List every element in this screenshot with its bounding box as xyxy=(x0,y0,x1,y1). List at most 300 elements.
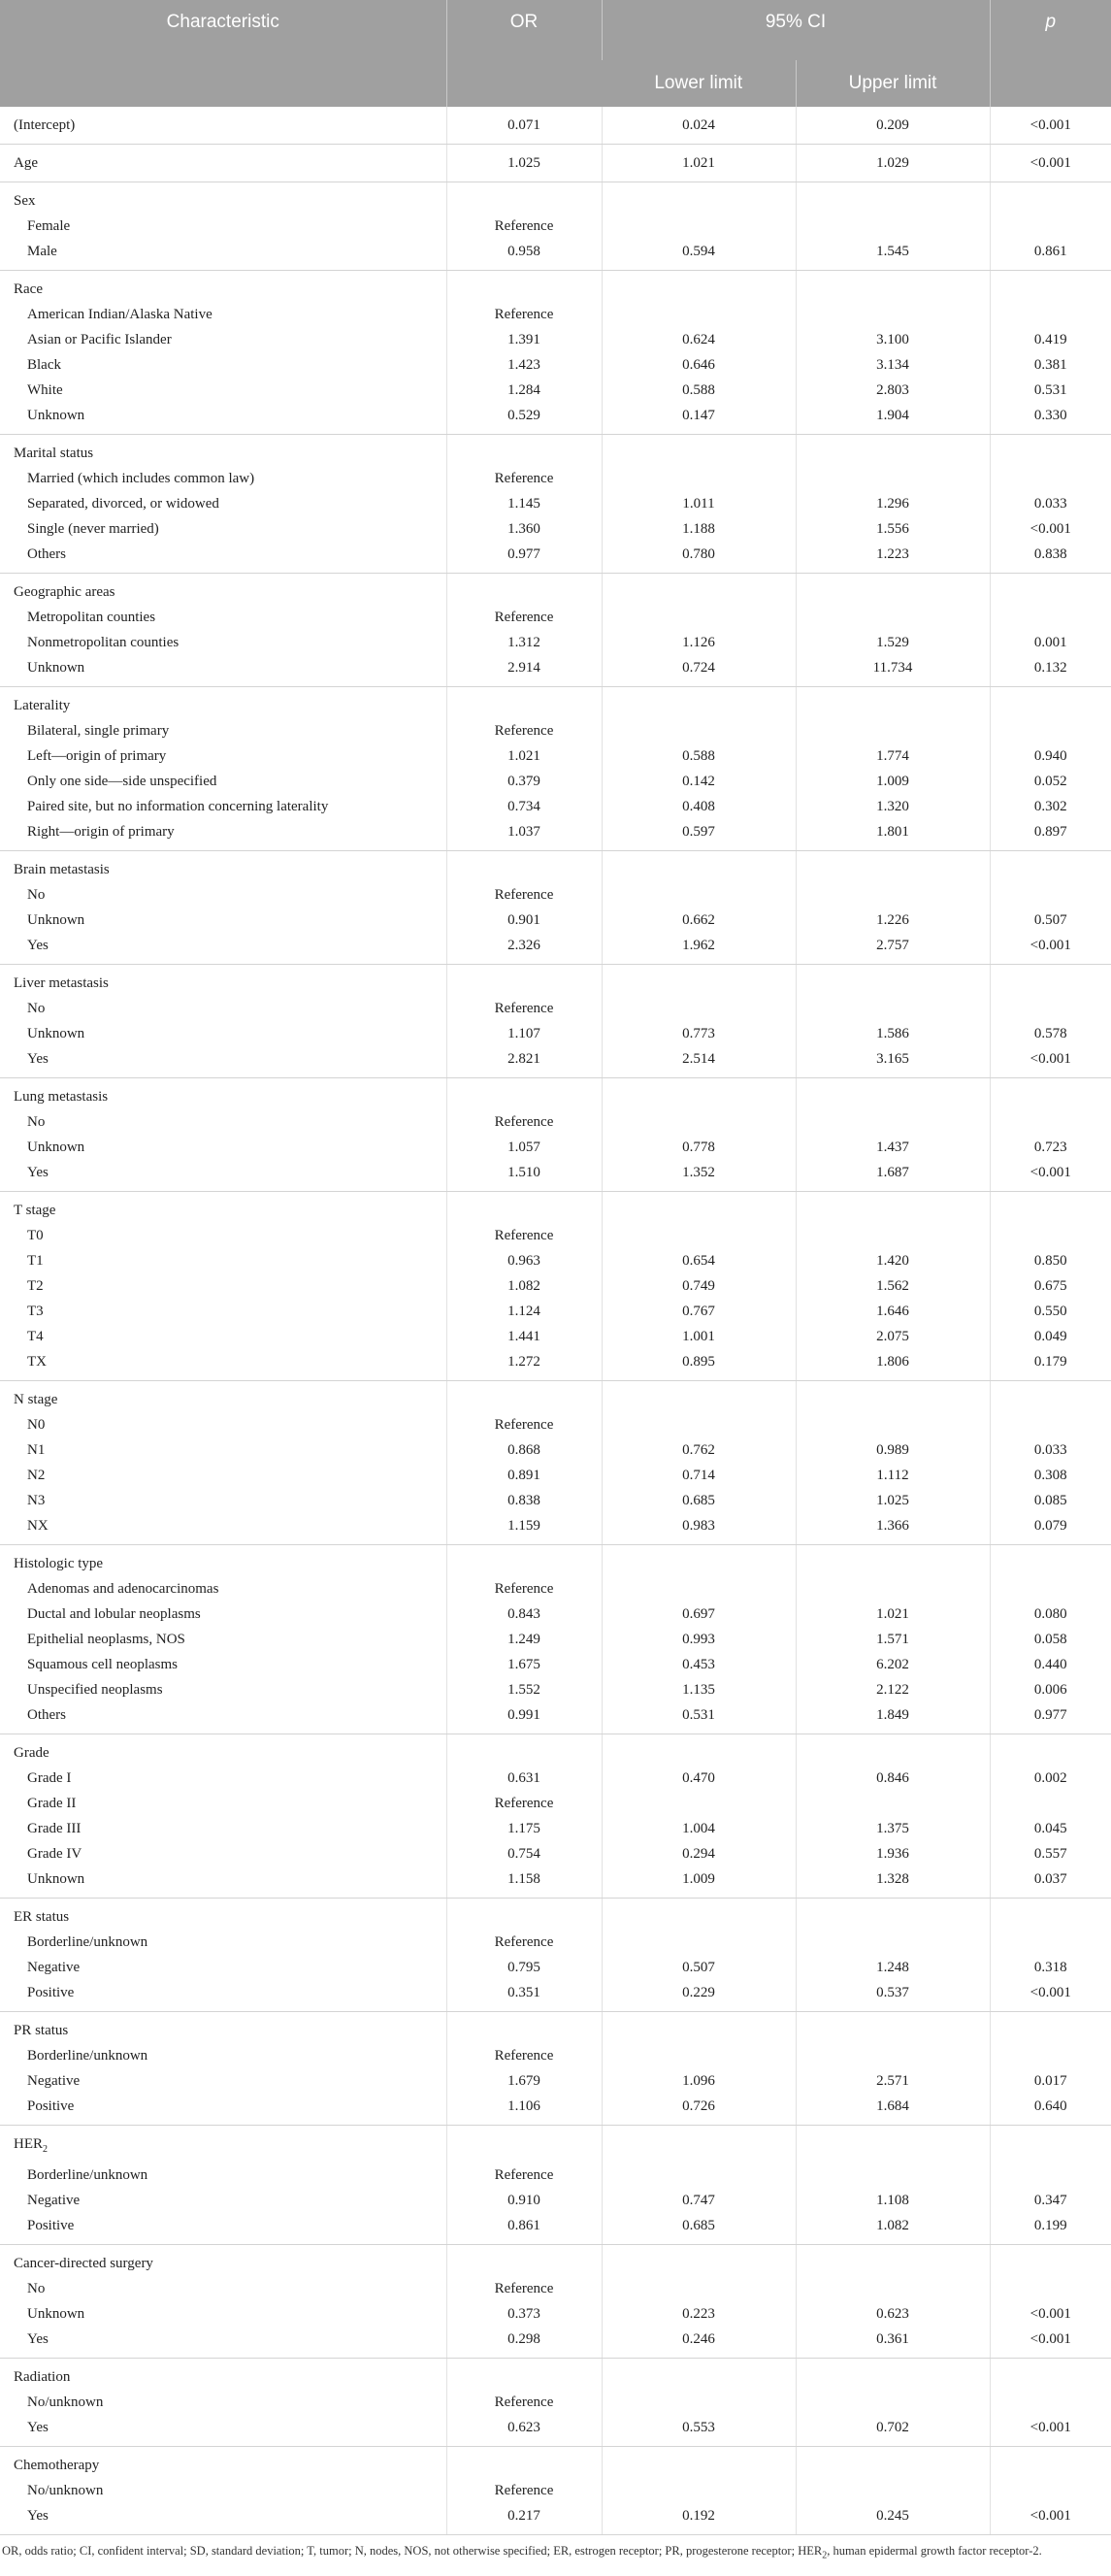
p-value: 0.381 xyxy=(990,352,1111,378)
p-value: 0.079 xyxy=(990,1513,1111,1545)
ci-upper-value: 0.361 xyxy=(796,2327,990,2359)
table-row xyxy=(0,1791,1111,1816)
p-value: 0.302 xyxy=(990,794,1111,819)
ci-lower-value: 1.126 xyxy=(602,630,796,655)
ci-lower-value: 0.685 xyxy=(602,1488,796,1513)
ci-lower-value: 1.188 xyxy=(602,516,796,542)
table-row xyxy=(0,327,1111,352)
row-label: Grade IV xyxy=(27,1846,82,1862)
p-value: 0.006 xyxy=(990,1677,1111,1702)
empty-cell xyxy=(796,2447,990,2479)
p-value: 0.640 xyxy=(990,2094,1111,2126)
ci-upper-value xyxy=(796,1109,990,1135)
or-value: 1.145 xyxy=(446,491,602,516)
row-label: Positive xyxy=(0,2213,446,2245)
row-label: N3 xyxy=(27,1493,46,1508)
ci-lower-value xyxy=(602,466,796,491)
ci-lower-value: 0.662 xyxy=(602,908,796,933)
group-header-row xyxy=(0,1734,1111,1767)
empty-cell xyxy=(602,2245,796,2277)
row-label: Paired site, but no information concerning laterality xyxy=(27,799,329,814)
row-label: TX xyxy=(0,1349,446,1381)
or-value: 1.249 xyxy=(446,1627,602,1652)
table-row xyxy=(0,1841,1111,1866)
row-label: Only one side—side unspecified xyxy=(27,774,217,789)
table-row xyxy=(0,2213,1111,2245)
header-or: OR xyxy=(446,0,602,107)
empty-cell xyxy=(990,2126,1111,2163)
empty-cell xyxy=(990,435,1111,467)
or-value: 0.963 xyxy=(446,1248,602,1273)
table-row xyxy=(0,1602,1111,1627)
ci-lower-value: 0.147 xyxy=(602,403,796,435)
ci-upper-value: 1.801 xyxy=(796,819,990,851)
ci-upper-value: 1.009 xyxy=(796,769,990,794)
row-label: T3 xyxy=(27,1304,44,1319)
p-value: 0.199 xyxy=(990,2213,1111,2245)
ci-upper-value xyxy=(796,1930,990,1955)
row-label: No xyxy=(27,2281,46,2296)
ci-lower-value: 1.011 xyxy=(602,491,796,516)
table-row xyxy=(0,1702,1111,1734)
p-value: 0.440 xyxy=(990,1652,1111,1677)
or-value: Reference xyxy=(446,882,602,908)
table-row xyxy=(0,302,1111,327)
empty-cell xyxy=(446,687,602,719)
row-label: Left—origin of primary xyxy=(27,748,167,764)
ci-lower-value: 1.352 xyxy=(602,1160,796,1192)
ci-upper-value: 1.806 xyxy=(796,1349,990,1381)
row-label: Unknown xyxy=(27,1026,85,1041)
ci-lower-value: 0.747 xyxy=(602,2188,796,2213)
empty-cell xyxy=(990,2245,1111,2277)
empty-cell xyxy=(990,1078,1111,1110)
table-row xyxy=(0,2188,1111,2213)
or-value: 1.037 xyxy=(446,819,602,851)
row-label: No xyxy=(27,1001,46,1016)
table-row xyxy=(0,2327,1111,2359)
ci-upper-value: 1.562 xyxy=(796,1273,990,1299)
ci-upper-value xyxy=(796,1576,990,1602)
or-value: 0.795 xyxy=(446,1955,602,1980)
p-value: <0.001 xyxy=(990,2327,1111,2359)
ci-lower-value: 1.004 xyxy=(602,1816,796,1841)
table-row xyxy=(0,2478,1111,2503)
table-row xyxy=(0,1463,1111,1488)
header-ci: 95% CI xyxy=(602,0,990,60)
group-title-text: HER xyxy=(14,2136,43,2152)
table-row xyxy=(0,239,1111,271)
table-row xyxy=(0,605,1111,630)
empty-cell xyxy=(602,965,796,997)
ci-lower-value xyxy=(602,214,796,239)
p-value xyxy=(990,2478,1111,2503)
empty-cell xyxy=(796,2012,990,2044)
group-title xyxy=(0,2126,446,2163)
ci-upper-value xyxy=(796,1223,990,1248)
p-value xyxy=(990,996,1111,1021)
empty-cell xyxy=(446,2359,602,2391)
row-label: T1 xyxy=(27,1253,44,1269)
group-header-row xyxy=(0,1545,1111,1577)
or-value: 0.623 xyxy=(446,2415,602,2447)
ci-lower-value: 1.001 xyxy=(602,1324,796,1349)
ci-lower-value: 1.962 xyxy=(602,933,796,965)
or-value: 0.754 xyxy=(446,1841,602,1866)
empty-cell xyxy=(446,435,602,467)
or-value: 1.510 xyxy=(446,1160,602,1192)
or-value: 1.082 xyxy=(446,1273,602,1299)
empty-cell xyxy=(796,1078,990,1110)
ci-lower-value xyxy=(602,1930,796,1955)
ci-upper-value: 1.684 xyxy=(796,2094,990,2126)
ci-lower-value: 0.654 xyxy=(602,1248,796,1273)
table-row xyxy=(0,882,1111,908)
ci-upper-value: 1.571 xyxy=(796,1627,990,1652)
ci-lower-value: 0.762 xyxy=(602,1437,796,1463)
ci-lower-value xyxy=(602,996,796,1021)
empty-cell xyxy=(796,965,990,997)
row-label: Squamous cell neoplasms xyxy=(27,1657,178,1672)
table-row xyxy=(0,1412,1111,1437)
footnote-subscript: 2 xyxy=(822,2550,828,2561)
ci-upper-value xyxy=(796,214,990,239)
ci-upper-value: 1.082 xyxy=(796,2213,990,2245)
row-label: Grade III xyxy=(27,1821,82,1836)
p-value: <0.001 xyxy=(990,145,1111,182)
or-value: 1.272 xyxy=(446,1349,602,1381)
ci-lower-value: 0.588 xyxy=(602,743,796,769)
ci-upper-value xyxy=(796,302,990,327)
p-value: 0.033 xyxy=(990,491,1111,516)
or-value: 1.106 xyxy=(446,2094,602,2126)
row-label: Asian or Pacific Islander xyxy=(27,332,172,347)
empty-cell xyxy=(602,2447,796,2479)
table-row xyxy=(0,1488,1111,1513)
group-title: ER status xyxy=(14,1909,70,1925)
row-label: No/unknown xyxy=(27,2394,104,2410)
or-value: 0.351 xyxy=(446,1980,602,2012)
group-header-row xyxy=(0,182,1111,215)
p-value: 0.308 xyxy=(990,1463,1111,1488)
or-value: 1.124 xyxy=(446,1299,602,1324)
table-row xyxy=(0,1021,1111,1046)
ci-upper-value: 1.904 xyxy=(796,403,990,435)
p-value: 0.179 xyxy=(990,1349,1111,1381)
ci-upper-value: 2.803 xyxy=(796,378,990,403)
p-value xyxy=(990,466,1111,491)
ci-upper-value: 0.537 xyxy=(796,1980,990,2012)
or-value: Reference xyxy=(446,466,602,491)
empty-cell xyxy=(602,435,796,467)
row-label: Borderline/unknown xyxy=(27,2167,148,2183)
p-value: 0.017 xyxy=(990,2068,1111,2094)
ci-upper-value xyxy=(796,882,990,908)
table-row xyxy=(0,655,1111,687)
or-value: 0.843 xyxy=(446,1602,602,1627)
or-value: 0.991 xyxy=(446,1702,602,1734)
or-value: 1.423 xyxy=(446,352,602,378)
group-title: Histologic type xyxy=(14,1556,104,1571)
table-row xyxy=(0,1046,1111,1078)
ci-lower-value xyxy=(602,718,796,743)
or-value: Reference xyxy=(446,1576,602,1602)
row-label: Male xyxy=(0,239,446,271)
row-label: Yes xyxy=(0,933,446,965)
ci-upper-value xyxy=(796,996,990,1021)
ci-lower-value: 0.024 xyxy=(602,107,796,145)
empty-cell xyxy=(796,1545,990,1577)
p-value xyxy=(990,302,1111,327)
empty-cell xyxy=(990,687,1111,719)
row-label: N0 xyxy=(27,1417,46,1433)
or-value: Reference xyxy=(446,302,602,327)
empty-cell xyxy=(602,1192,796,1224)
group-header-row xyxy=(0,1192,1111,1224)
ci-lower-value xyxy=(602,605,796,630)
group-header-row xyxy=(0,1078,1111,1110)
empty-cell xyxy=(446,1192,602,1224)
empty-cell xyxy=(602,1899,796,1931)
empty-cell xyxy=(796,182,990,215)
empty-cell xyxy=(602,1078,796,1110)
ci-upper-value xyxy=(796,2478,990,2503)
or-value: Reference xyxy=(446,1109,602,1135)
group-header-row xyxy=(0,1899,1111,1931)
table-row xyxy=(0,908,1111,933)
table-row xyxy=(0,2503,1111,2535)
ci-upper-value: 1.025 xyxy=(796,1488,990,1513)
ci-lower-value: 0.453 xyxy=(602,1652,796,1677)
empty-cell xyxy=(990,2359,1111,2391)
empty-cell xyxy=(796,1734,990,1767)
group-header-row xyxy=(0,2126,1111,2163)
p-value xyxy=(990,882,1111,908)
ci-upper-value: 3.165 xyxy=(796,1046,990,1078)
or-value: 0.529 xyxy=(446,403,602,435)
ci-upper-value: 1.774 xyxy=(796,743,990,769)
p-value xyxy=(990,2390,1111,2415)
empty-cell xyxy=(990,851,1111,883)
p-value: 0.419 xyxy=(990,327,1111,352)
table-row xyxy=(0,996,1111,1021)
empty-cell xyxy=(990,965,1111,997)
table-row xyxy=(0,1324,1111,1349)
table-row xyxy=(0,1223,1111,1248)
table-row xyxy=(0,1816,1111,1841)
group-title: Laterality xyxy=(14,698,71,713)
table-row xyxy=(0,1299,1111,1324)
ci-upper-value: 2.075 xyxy=(796,1324,990,1349)
or-value: Reference xyxy=(446,605,602,630)
group-title: Grade xyxy=(14,1745,49,1761)
row-label: Others xyxy=(0,542,446,574)
row-label: Unknown xyxy=(0,1866,446,1899)
p-value: 0.838 xyxy=(990,542,1111,574)
row-label: Negative xyxy=(27,2073,81,2089)
p-value: 0.531 xyxy=(990,378,1111,403)
empty-cell xyxy=(796,851,990,883)
footnote-text: OR, odds ratio; CI, confident interval; SD, standard deviation; T, tumor; N, nodes, NOS, not otherwise specified; ER, estrogen receptor; PR, progesterone receptor; HER xyxy=(2,2544,823,2558)
or-value: 1.107 xyxy=(446,1021,602,1046)
ci-upper-value xyxy=(796,1791,990,1816)
empty-cell xyxy=(446,1545,602,1577)
ci-lower-value: 0.724 xyxy=(602,655,796,687)
table-row xyxy=(0,542,1111,574)
p-value: <0.001 xyxy=(990,1046,1111,1078)
or-value: Reference xyxy=(446,1223,602,1248)
empty-cell xyxy=(602,1734,796,1767)
empty-cell xyxy=(796,1381,990,1413)
group-title: T stage xyxy=(14,1203,56,1218)
group-header-row xyxy=(0,687,1111,719)
p-value: <0.001 xyxy=(990,2415,1111,2447)
ci-upper-value: 1.420 xyxy=(796,1248,990,1273)
empty-cell xyxy=(446,2447,602,2479)
row-label: Bilateral, single primary xyxy=(27,723,170,739)
table-row xyxy=(0,1273,1111,1299)
ci-lower-value xyxy=(602,1791,796,1816)
p-value: 0.318 xyxy=(990,1955,1111,1980)
ci-upper-value: 1.226 xyxy=(796,908,990,933)
row-label: White xyxy=(27,382,63,398)
p-value: 0.550 xyxy=(990,1299,1111,1324)
group-title: Race xyxy=(14,281,43,297)
ci-lower-value: 0.983 xyxy=(602,1513,796,1545)
p-value: 0.058 xyxy=(990,1627,1111,1652)
or-value: 1.159 xyxy=(446,1513,602,1545)
row-label: Separated, divorced, or widowed xyxy=(27,496,219,512)
p-value: 0.578 xyxy=(990,1021,1111,1046)
table-row xyxy=(0,352,1111,378)
ci-upper-value: 1.936 xyxy=(796,1841,990,1866)
empty-cell xyxy=(602,182,796,215)
table-row xyxy=(0,1135,1111,1160)
p-value: 0.085 xyxy=(990,1488,1111,1513)
empty-cell xyxy=(602,271,796,303)
table-row xyxy=(0,1652,1111,1677)
ci-upper-value: 1.248 xyxy=(796,1955,990,1980)
or-value: 2.326 xyxy=(446,933,602,965)
ci-upper-value: 1.437 xyxy=(796,1135,990,1160)
ci-lower-value: 0.470 xyxy=(602,1766,796,1791)
empty-cell xyxy=(796,574,990,606)
group-header-row xyxy=(0,2447,1111,2479)
ci-upper-value: 1.529 xyxy=(796,630,990,655)
ci-lower-value xyxy=(602,302,796,327)
ci-lower-value: 0.749 xyxy=(602,1273,796,1299)
table-row xyxy=(0,403,1111,435)
ci-upper-value: 3.134 xyxy=(796,352,990,378)
empty-cell xyxy=(990,1734,1111,1767)
empty-cell xyxy=(990,1381,1111,1413)
ci-lower-value: 0.895 xyxy=(602,1349,796,1381)
table-row xyxy=(0,2068,1111,2094)
empty-cell xyxy=(446,574,602,606)
empty-cell xyxy=(446,2245,602,2277)
row-label: Ductal and lobular neoplasms xyxy=(27,1606,201,1622)
empty-cell xyxy=(446,2126,602,2163)
p-value: <0.001 xyxy=(990,2301,1111,2327)
ci-upper-value: 1.108 xyxy=(796,2188,990,2213)
ci-lower-value: 0.697 xyxy=(602,1602,796,1627)
or-value: 1.441 xyxy=(446,1324,602,1349)
empty-cell xyxy=(990,1899,1111,1931)
or-value: 1.391 xyxy=(446,327,602,352)
p-value: 0.723 xyxy=(990,1135,1111,1160)
p-value xyxy=(990,718,1111,743)
table-row xyxy=(0,1513,1111,1545)
or-value: Reference xyxy=(446,2478,602,2503)
row-label: Borderline/unknown xyxy=(27,2048,148,2064)
or-value: Reference xyxy=(446,2163,602,2188)
p-value: 0.940 xyxy=(990,743,1111,769)
empty-cell xyxy=(446,1078,602,1110)
or-value: 1.175 xyxy=(446,1816,602,1841)
empty-cell xyxy=(602,851,796,883)
ci-upper-value xyxy=(796,2163,990,2188)
or-value: 1.284 xyxy=(446,378,602,403)
or-value: 0.958 xyxy=(446,239,602,271)
p-value: <0.001 xyxy=(990,516,1111,542)
table-row xyxy=(0,1980,1111,2012)
ci-upper-value: 2.757 xyxy=(796,933,990,965)
group-header-row xyxy=(0,107,1111,145)
row-label: Unspecified neoplasms xyxy=(27,1682,163,1698)
ci-upper-value: 1.586 xyxy=(796,1021,990,1046)
group-title: (Intercept) xyxy=(0,107,446,145)
empty-cell xyxy=(796,2245,990,2277)
ci-lower-value: 0.646 xyxy=(602,352,796,378)
row-label: No xyxy=(27,1114,46,1130)
ci-lower-value: 0.229 xyxy=(602,1980,796,2012)
row-label: Adenomas and adenocarcinomas xyxy=(27,1581,219,1597)
empty-cell xyxy=(990,574,1111,606)
empty-cell xyxy=(990,2012,1111,2044)
or-value: Reference xyxy=(446,2043,602,2068)
empty-cell xyxy=(602,574,796,606)
p-value xyxy=(990,2276,1111,2301)
ci-upper-value: 1.021 xyxy=(796,1602,990,1627)
table-row xyxy=(0,1955,1111,1980)
p-value: <0.001 xyxy=(990,107,1111,145)
ci-upper-value xyxy=(796,1412,990,1437)
ci-lower-value: 0.993 xyxy=(602,1627,796,1652)
p-value xyxy=(990,214,1111,239)
ci-lower-value: 0.780 xyxy=(602,542,796,574)
or-value: Reference xyxy=(446,996,602,1021)
group-title: Brain metastasis xyxy=(14,862,110,877)
table-row xyxy=(0,769,1111,794)
ci-lower-value: 0.246 xyxy=(602,2327,796,2359)
row-label: Yes xyxy=(0,2327,446,2359)
ci-upper-value: 1.223 xyxy=(796,542,990,574)
p-value: 0.850 xyxy=(990,1248,1111,1273)
p-value: 0.675 xyxy=(990,1273,1111,1299)
ci-lower-value: 0.192 xyxy=(602,2503,796,2535)
empty-cell xyxy=(446,271,602,303)
group-title: Geographic areas xyxy=(14,584,115,600)
table-row xyxy=(0,466,1111,491)
empty-cell xyxy=(602,2126,796,2163)
ci-lower-value: 0.553 xyxy=(602,2415,796,2447)
group-title: Lung metastasis xyxy=(14,1089,109,1105)
ci-lower-value: 0.714 xyxy=(602,1463,796,1488)
or-value: 0.977 xyxy=(446,542,602,574)
empty-cell xyxy=(796,2359,990,2391)
empty-cell xyxy=(796,1192,990,1224)
group-title: Cancer-directed surgery xyxy=(14,2256,153,2271)
